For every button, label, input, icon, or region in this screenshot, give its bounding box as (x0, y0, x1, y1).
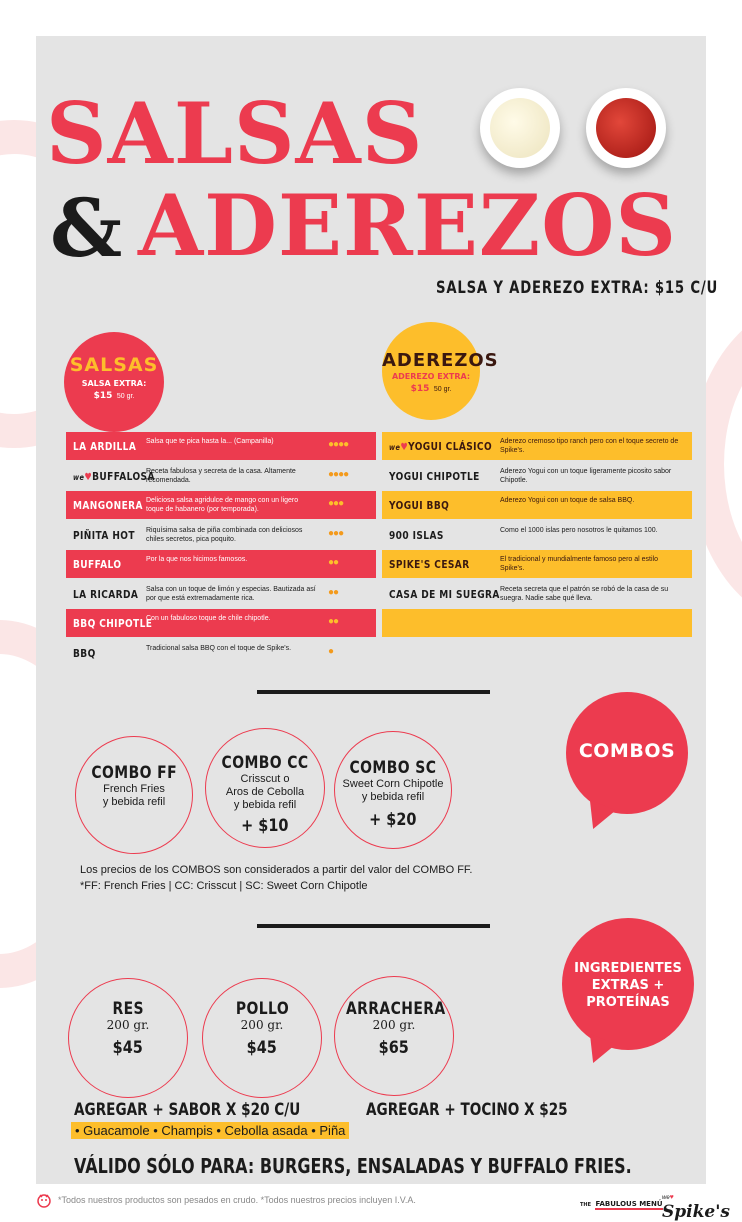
combo-desc: y bebida refil (361, 791, 425, 803)
extras-bubble (562, 918, 694, 1050)
aderezos-badge-sub: ADEREZO EXTRA: (391, 372, 471, 381)
combo-cc-circle (205, 728, 325, 848)
item-desc: Aderezo cremoso tipo ranch pero con el toque secreto de Spike's. (500, 438, 679, 454)
item-desc: Con un fabuloso toque de chile chipotle. (146, 615, 271, 622)
salsas-row (66, 432, 376, 460)
item-desc: Riquísima salsa de piña combinada con deliciosos chiles secretos, pica poquito. (146, 526, 303, 543)
item-name (389, 558, 470, 571)
item-name-text: 900 ISLAS (389, 528, 444, 542)
item-name-text: YOGUI CLÁSICO (408, 440, 493, 453)
salsas-row (66, 491, 376, 519)
item-name-text: YOGUI CHIPOTLE (389, 469, 480, 483)
item-name (73, 529, 135, 542)
item-name (73, 558, 121, 571)
fabulous-menu-logo (580, 1193, 663, 1211)
valid-line: VÁLIDO SÓLO PARA: BURGERS, ENSALADAS Y BUFFALO FRIES. (74, 1154, 632, 1178)
item-desc: Salsa que te pica hasta la... (Campanilla) (146, 438, 274, 445)
protein-pollo-circle (202, 978, 322, 1098)
item-name-text: BUFFALO (73, 558, 122, 571)
heat-level-icon: ●●● (328, 498, 344, 509)
salsas-row (66, 639, 376, 667)
protein-weight: 200 gr. (372, 1018, 416, 1032)
heat-level-icon: ●● (328, 586, 339, 598)
item-name-text: CASA DE MI SUEGRA (389, 587, 500, 601)
aderezos-row (382, 580, 692, 608)
extra-price-line: SALSA Y ADEREZO EXTRA: $15 C/U (436, 278, 719, 298)
protein-weight: 200 gr. (106, 1018, 150, 1032)
item-desc: Por la que nos hicimos famosos. (146, 556, 248, 563)
aderezos-row (382, 609, 692, 637)
protein-price: $45 (246, 1038, 278, 1058)
combo-desc: Crisscut o (240, 773, 290, 785)
item-name (73, 588, 138, 601)
combos-bubble (566, 692, 688, 814)
aderezos-row (382, 462, 692, 490)
protein-arrachera-circle (334, 976, 454, 1096)
heat-level-icon: ●●●● (328, 439, 349, 450)
flavors-tag: • Guacamole • Champis • Cebolla asada • Piña (71, 1122, 349, 1139)
heat-level-icon: ●● (328, 616, 339, 627)
aderezos-badge (382, 322, 499, 420)
aderezos-badge-price: $15 (410, 384, 430, 394)
extras-bubble-line: INGREDIENTES (574, 961, 682, 976)
combo-name: COMBO FF (91, 763, 177, 783)
item-desc: Como el 1000 islas pero nosotros le quitamos 100. (500, 526, 658, 534)
combo-price: + $10 (241, 816, 289, 836)
item-desc: Tradicional salsa BBQ con el toque de Spike's. (146, 644, 292, 652)
item-name (73, 440, 136, 453)
item-name (73, 499, 143, 512)
combo-desc: French Fries (103, 783, 165, 795)
combo-ff-circle (75, 736, 193, 854)
add-bacon-line: AGREGAR + TOCINO X $25 (366, 1100, 568, 1120)
salsas-row (66, 462, 376, 490)
item-name-text: PIÑITA HOT (73, 528, 135, 542)
salsas-badge-sub: SALSA EXTRA: (81, 379, 147, 388)
protein-name: ARRACHERA (345, 999, 446, 1019)
aderezos-row (382, 521, 692, 549)
protein-price: $65 (378, 1038, 410, 1058)
extras-bubble-line: PROTEÍNAS (586, 995, 670, 1010)
heart-icon: ♥ (400, 442, 409, 453)
combo-desc: y bebida refil (233, 799, 297, 811)
protein-price: $45 (112, 1038, 144, 1058)
aderezos-row (382, 432, 692, 460)
ampersand: & (50, 181, 123, 275)
item-desc: Salsa con un toque de limón y especias. Bautizada así por que está extremadamente rica. (146, 585, 316, 602)
section-divider (257, 690, 490, 694)
item-name-text: LA ARDILLA (73, 440, 137, 453)
item-name (389, 529, 444, 542)
protein-res-circle (68, 978, 188, 1098)
item-desc: Deliciosa salsa agridulce de mango con un ligero toque de habanero (por temporada). (146, 497, 299, 513)
salsas-row (66, 521, 376, 549)
item-desc: Receta fabulosa y secreta de la casa. Altamente recomendada. (146, 467, 296, 484)
item-name-text: YOGUI BBQ (389, 499, 450, 512)
we-love-prefix: we (73, 472, 85, 482)
salsas-badge-title: SALSAS (69, 354, 159, 376)
item-name (73, 647, 96, 660)
combo-desc: y bebida refil (102, 796, 166, 808)
combo-name: COMBO CC (221, 753, 309, 773)
aderezos-badge-title: ADEREZOS (382, 350, 499, 371)
item-name (73, 617, 152, 630)
item-desc: Aderezo Yogui con un toque ligeramente picosito sabor Chipotle. (500, 467, 672, 484)
item-name-text: MANGONERA (73, 499, 143, 512)
protein-name: POLLO (235, 999, 289, 1019)
ranch-dip-bowl (480, 88, 560, 168)
item-name-text: BBQ CHIPOTLE (73, 617, 153, 630)
combo-desc: Aros de Cebolla (225, 786, 305, 798)
protein-weight: 200 gr. (240, 1018, 284, 1032)
heat-level-icon: ● (328, 645, 334, 657)
menu-panel (36, 36, 719, 1184)
item-name-text: BUFFALOSA (92, 469, 155, 483)
title-salsas: SALSAS (46, 84, 424, 183)
combos-legend: *FF: French Fries | CC: Crisscut | SC: Sweet Corn Chipotle (80, 880, 368, 892)
footer-note: *Todos nuestros productos son pesados en crudo. *Todos nuestros precios incluyen I.V.A. (58, 1195, 416, 1205)
item-name (389, 440, 492, 453)
combo-price: + $20 (369, 810, 417, 830)
combo-name: COMBO SC (349, 758, 437, 778)
item-name (389, 499, 449, 512)
heat-level-icon: ●● (328, 557, 339, 568)
combos-note: Los precios de los COMBOS son considerados a partir del valor del COMBO FF. (80, 864, 473, 876)
salsas-badge-weight: 50 gr. (116, 393, 135, 400)
item-desc: Receta secreta que el patrón se robó de la casa de su suegra. Nadie sabe qué lleva. (500, 585, 669, 602)
aderezos-badge-weight: 50 gr. (433, 386, 452, 393)
title-aderezos: ADEREZOS (138, 176, 678, 275)
heat-level-icon: ●●●● (328, 468, 349, 480)
salsas-row (66, 550, 376, 578)
heat-level-icon: ●●● (328, 527, 344, 539)
spikes-logo-small: we (662, 1195, 670, 1201)
item-name-text: LA RICARDA (73, 587, 139, 601)
item-name (389, 470, 480, 483)
spikes-logo: we♥ Spike's (662, 1194, 730, 1222)
combos-bubble-label: COMBOS (578, 740, 676, 762)
item-name (73, 470, 155, 483)
item-name-text: SPIKE'S CESAR (389, 558, 470, 571)
we-love-prefix: we (389, 443, 401, 452)
item-name (389, 588, 500, 601)
fabulous-menu-logo-main: FABULOUS MENÚ (595, 1200, 663, 1208)
item-name-text: BBQ (73, 646, 96, 660)
item-desc: El tradicional y mundialmente famoso pero al estilo Spike's. (500, 556, 658, 572)
flavors-list (71, 1122, 349, 1140)
combo-desc: Sweet Corn Chipotle (342, 778, 444, 790)
extras-bubble-line: EXTRAS + (591, 978, 665, 993)
section-divider (257, 924, 490, 928)
combo-sc-circle (334, 731, 452, 849)
fabulous-menu-logo-small: THE (580, 1202, 592, 1208)
add-flavor-line: AGREGAR + SABOR X $20 C/U (74, 1100, 301, 1120)
salsas-row (66, 580, 376, 608)
aderezos-row (382, 550, 692, 578)
salsas-row (66, 609, 376, 637)
brand-mascot-icon (36, 1192, 52, 1208)
salsas-badge-price: $15 (93, 391, 113, 401)
aderezos-row (382, 491, 692, 519)
salsas-badge (64, 332, 164, 432)
heart-icon: ♥ (84, 471, 93, 483)
spikes-logo-main: Spike's (662, 1202, 730, 1222)
item-desc: Aderezo Yogui con un toque de salsa BBQ. (500, 497, 635, 504)
ketchup-dip-bowl (586, 88, 666, 168)
protein-name: RES (112, 999, 144, 1019)
